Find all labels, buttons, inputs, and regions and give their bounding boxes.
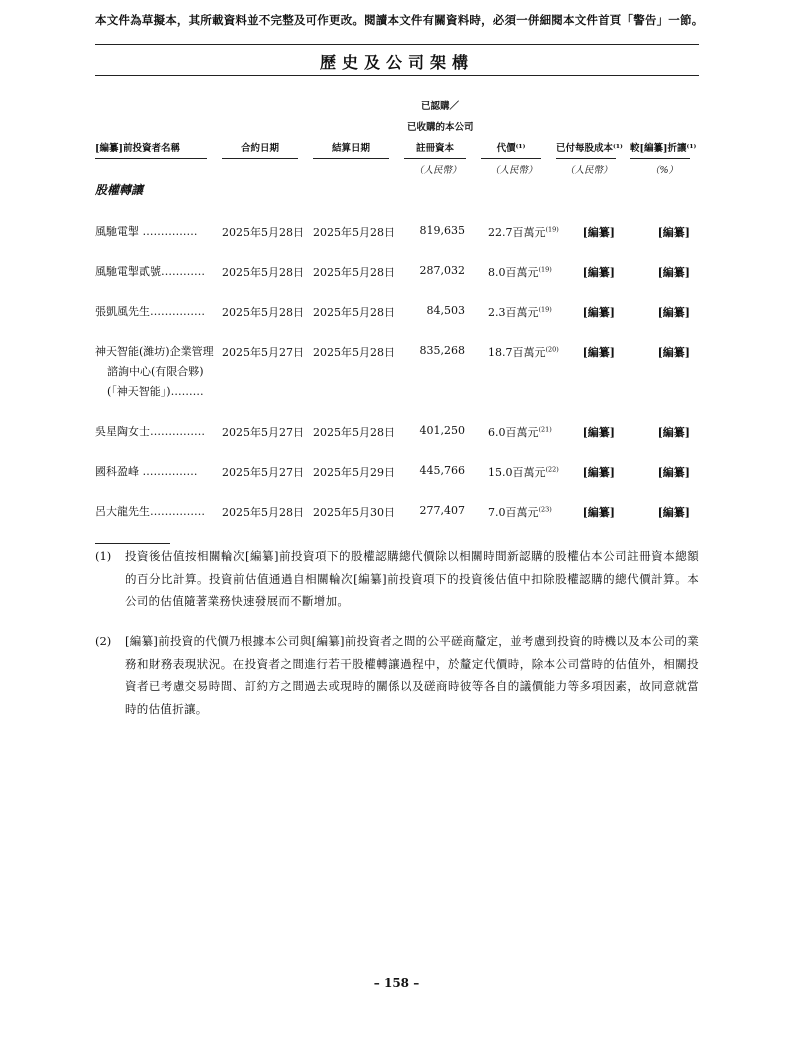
- row-7-note-ref: (23): [538, 505, 552, 514]
- row-2-consideration: 8.0百萬元$^{(19)}$: [488, 265, 552, 279]
- unit-capital: （人民幣）: [414, 165, 462, 176]
- row-1-investor-name: 風馳電掣 ……………: [95, 225, 198, 238]
- row-6-note-ref: (22): [545, 465, 559, 474]
- row-1-consideration: 22.7百萬元$^{(19)}$: [488, 225, 559, 239]
- row-5-consideration: 6.0百萬元$^{(21)}$: [488, 425, 552, 439]
- row-2-capital: 287,032: [419, 264, 465, 277]
- row-7-consideration: 7.0百萬元$^{(23)}$: [488, 505, 552, 519]
- row-2-agreement-date: 2025年5月28日: [222, 266, 304, 279]
- footnote-1-text: 投資後估值按相關輪次[編纂]前投資項下的股權認購總代價除以相關時間新認購的股權佔本公司註冊資本總額的百分比計算。投資前估值通過自相關輪次[編纂]前投資項下的投資後估值中扣除股權認購的總代價計算。本公司的估值隨著業務快速發展而不斷增加。: [125, 549, 699, 608]
- row-5-agreement-date: 2025年5月27日: [222, 426, 304, 439]
- header-cost-per-share: 已付每股成本⁽¹⁾: [556, 140, 616, 159]
- row-4-agreement-date: 2025年5月27日: [222, 346, 304, 359]
- row-3-settlement-date: 2025年5月28日: [313, 306, 395, 319]
- footnote-1-mark: (1): [95, 549, 112, 563]
- row-7-settlement-date: 2025年5月30日: [313, 506, 395, 519]
- row-1-agreement-date: 2025年5月28日: [222, 226, 304, 239]
- row-2-discount: [編纂]: [657, 266, 690, 279]
- header-capital: 註冊資本: [404, 140, 466, 159]
- row-2-cost-per-share: [編纂]: [582, 266, 615, 279]
- page-number: – 158 –: [373, 976, 420, 990]
- row-1-discount: [編纂]: [657, 226, 690, 239]
- row-1-note-ref: (19): [545, 225, 559, 234]
- row-7-capital: 277,407: [419, 504, 465, 517]
- row-6-agreement-date: 2025年5月27日: [222, 466, 304, 479]
- header-investor-name: [編纂]前投資者名稱: [95, 140, 207, 159]
- header-settlement-date: 結算日期: [313, 140, 389, 159]
- row-6-settlement-date: 2025年5月29日: [313, 466, 395, 479]
- section-heading: 股權轉讓: [95, 183, 144, 197]
- row-2-settlement-date: 2025年5月28日: [313, 266, 395, 279]
- header-discount: 較[編纂]折讓⁽¹⁾: [630, 140, 690, 159]
- row-3-consideration: 2.3百萬元$^{(19)}$: [488, 305, 552, 319]
- row-4-consideration: 18.7百萬元$^{(20)}$: [488, 345, 559, 359]
- row-4-name-line-2: 諮詢中心(有限合夥): [107, 365, 204, 378]
- row-1-capital: 819,635: [419, 224, 465, 237]
- row-7-cost-per-share: [編纂]: [582, 506, 615, 519]
- footnote-1: [95, 545, 699, 613]
- header-rule-top: [95, 44, 699, 45]
- header-capital-line1: 已認購／: [421, 101, 460, 112]
- row-1-cost-per-share: [編纂]: [582, 226, 615, 239]
- row-6-investor-name: 國科盈峰 ……………: [95, 465, 198, 478]
- row-6-consideration: 15.0百萬元$^{(22)}$: [488, 465, 559, 479]
- header-capital-line2: 已收購的本公司: [407, 122, 474, 133]
- row-5-discount: [編纂]: [657, 426, 690, 439]
- row-3-capital: 84,503: [426, 304, 465, 317]
- row-5-settlement-date: 2025年5月28日: [313, 426, 395, 439]
- row-2-note-ref: (19): [538, 265, 552, 274]
- row-7-discount: [編纂]: [657, 506, 690, 519]
- unit-cost-per-share: （人民幣）: [565, 165, 613, 176]
- row-5-capital: 401,250: [419, 424, 465, 437]
- footnote-2: [95, 630, 699, 720]
- row-5-investor-name: 吳星陶女士……………: [95, 425, 205, 438]
- row-4-name-line-3: (「神天智能」)………: [107, 385, 204, 398]
- row-2-investor-name: 風馳電掣貳號…………: [95, 265, 205, 278]
- row-7-agreement-date: 2025年5月28日: [222, 506, 304, 519]
- footnote-rule: [95, 543, 170, 544]
- row-3-investor-name: 張凱風先生……………: [95, 305, 205, 318]
- row-3-agreement-date: 2025年5月28日: [222, 306, 304, 319]
- row-4-investor-name: [95, 342, 214, 402]
- row-3-note-ref: (19): [538, 305, 552, 314]
- draft-warning-banner: 本文件為草擬本，其所載資料並不完整及可作更改。閱讀本文件有關資料時，必須一併細閱本文件首頁「警告」一節。: [95, 13, 704, 27]
- header-rule-bottom: [95, 75, 699, 76]
- row-4-settlement-date: 2025年5月28日: [313, 346, 395, 359]
- row-3-cost-per-share: [編纂]: [582, 306, 615, 319]
- row-5-note-ref: (21): [538, 425, 552, 434]
- row-4-note-ref: (20): [545, 345, 559, 354]
- unit-consideration: （人民幣）: [490, 165, 538, 176]
- row-7-investor-name: 呂大龍先生……………: [95, 505, 205, 518]
- row-5-cost-per-share: [編纂]: [582, 426, 615, 439]
- row-4-cost-per-share: [編纂]: [582, 346, 615, 359]
- row-3-discount: [編纂]: [657, 306, 690, 319]
- row-6-discount: [編纂]: [657, 466, 690, 479]
- unit-discount: （%）: [650, 165, 679, 176]
- header-consideration: 代價⁽¹⁾: [481, 140, 541, 159]
- row-4-capital: 835,268: [419, 344, 465, 357]
- header-agreement-date: 合約日期: [222, 140, 298, 159]
- row-4-discount: [編纂]: [657, 346, 690, 359]
- page-title: 歷史及公司架構: [319, 53, 474, 72]
- row-4-name-line-1: 神天智能(濰坊)企業管理: [95, 345, 214, 358]
- row-1-settlement-date: 2025年5月28日: [313, 226, 395, 239]
- footnote-2-mark: (2): [95, 634, 112, 648]
- row-6-capital: 445,766: [419, 464, 465, 477]
- footnote-2-text: [編纂]前投資的代價乃根據本公司與[編纂]前投資者之間的公平磋商釐定，並考慮到投資的時機以及本公司的業務和財務表現狀況。在投資者之間進行若干股權轉讓過程中，於釐定代價時，除本公司當時的估值外，相關投資者已考慮交易時間、訂約方之間過去或現時的關係以及磋商時彼等各自的議價能力等多項因素，故同意就當時的估值折讓。: [125, 634, 699, 716]
- row-6-cost-per-share: [編纂]: [582, 466, 615, 479]
